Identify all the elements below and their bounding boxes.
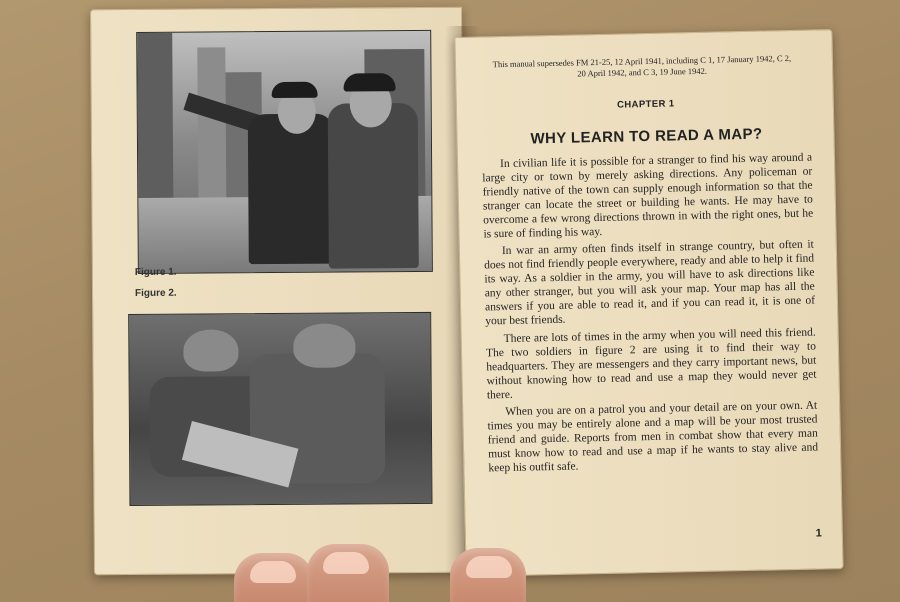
paragraph: In civilian life it is possible for a stranger to find his way around a large city or town by merely asking directions. Any policeman or friendly native of the town can supply enough information so that the stranger can locate the street or building he wants. He may have to overcome a few wrong directions thrown in with the right ones, but he is sure of finding his way. bbox=[482, 151, 814, 240]
fingernail bbox=[250, 561, 296, 583]
thumb-finger bbox=[450, 548, 526, 602]
left-page bbox=[90, 7, 466, 576]
thumb-finger bbox=[234, 553, 314, 602]
figure-2-photograph bbox=[128, 312, 432, 506]
chapter-heading: CHAPTER 1 bbox=[616, 98, 675, 111]
police-cap bbox=[272, 82, 318, 98]
index-finger bbox=[307, 544, 389, 602]
police-officer bbox=[248, 114, 335, 265]
helmet-icon bbox=[293, 323, 355, 367]
civilian-hat bbox=[343, 73, 395, 91]
civilian-man bbox=[328, 103, 419, 269]
figure-1-label: Figure 1. bbox=[134, 266, 177, 278]
paragraph: In war an army often finds itself in strange country, but often it does not find friendly people everywhere, ready and able to help it find its way. As a soldier in the army, you will have to ask directions like any other stranger, but you will ask your map. Your map has all the answers if you are able to read it, and if you can read it, it is one of your best friends. bbox=[484, 238, 816, 328]
helmet-icon bbox=[183, 329, 238, 371]
paragraph: When you are on a patrol you and your detail are on your own. At times you may be entirely alone and a map will be your most trusted friend and guide. Reports from men in combat show that every man must know how to read and use a map if he wants to stay alive and keep his outfit safe. bbox=[487, 399, 819, 475]
fingernail bbox=[466, 556, 512, 578]
building-silhouette bbox=[197, 47, 226, 207]
chapter-text-block bbox=[480, 53, 819, 481]
right-page bbox=[454, 29, 843, 577]
figure-2-label: Figure 2. bbox=[134, 287, 177, 299]
chapter-body bbox=[482, 152, 819, 477]
chapter-title: WHY LEARN TO READ A MAP? bbox=[530, 125, 763, 148]
building-silhouette bbox=[137, 33, 173, 208]
figure-1-photograph bbox=[136, 30, 433, 274]
fingernail bbox=[323, 552, 369, 574]
supersession-note: This manual supersedes FM 21-25, 12 April 1941, including C 1, 17 January 1942, C 2, 20 April 1942, and C 3, 19 June 1942. bbox=[492, 52, 792, 79]
page-number: 1 bbox=[815, 527, 822, 540]
paragraph: There are lots of times in the army when you will need this friend. The two soldiers in figure 2 are using it to find their way to headquarters. They are messengers and they carry important news, but without knowing how to read and use a map they would never get there. bbox=[485, 326, 817, 401]
